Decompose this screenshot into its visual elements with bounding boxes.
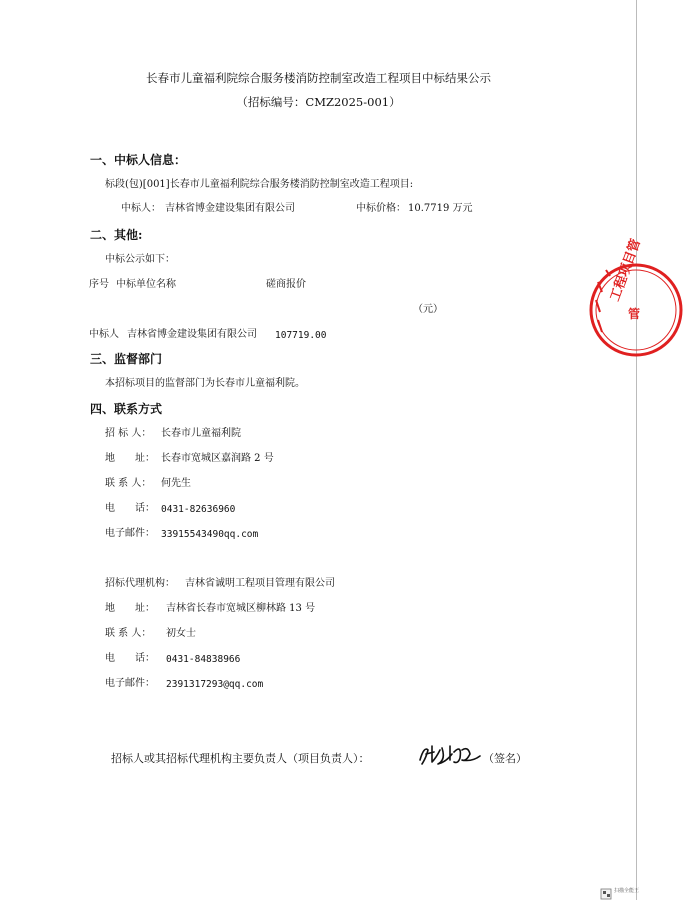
scanner-watermark: 扫描全能王 — [614, 888, 640, 894]
agency-name-label: 招标代理机构： — [105, 578, 175, 589]
section-3-heading: 三、监督部门 — [90, 352, 163, 366]
lot-description: 标段(包)[001]长春市儿童福利院综合服务楼消防控制室改造工程项目: — [105, 179, 414, 190]
row-name: 吉林省博金建设集团有限公司 — [127, 329, 257, 340]
tenderer-address: 长春市宽城区嘉润路 2 号 — [161, 453, 274, 464]
tenderer-contact: 何先生 — [161, 478, 191, 489]
tenderer-name-label: 招 标 人： — [105, 428, 152, 439]
agency-address-label: 地 址： — [105, 603, 155, 614]
price-label: 中标价格： — [356, 203, 406, 214]
agency-contact-label: 联 系 人： — [105, 628, 152, 639]
unit-note: （元） — [413, 304, 443, 315]
price-value: 10.7719 万元 — [408, 203, 473, 214]
tenderer-email: 33915543490qq.com — [161, 529, 259, 540]
document-title: 长春市儿童福利院综合服务楼消防控制室改造工程项目中标结果公示 — [146, 71, 491, 85]
section-4-heading: 四、联系方式 — [90, 402, 163, 416]
agency-phone: 0431-84838966 — [166, 654, 241, 665]
tenderer-phone: 0431-82636960 — [161, 504, 236, 515]
column-unit-name: 中标单位名称 — [116, 279, 176, 290]
supervision-text: 本招标项目的监督部门为长春市儿童福利院。 — [105, 378, 305, 389]
winner-label: 中标人： — [121, 203, 161, 214]
official-seal — [588, 237, 684, 358]
tenderer-contact-label: 联 系 人： — [105, 478, 152, 489]
tenderer-email-label: 电子邮件： — [105, 528, 155, 539]
signature-label: 招标人或其招标代理机构主要负责人（项目负责人）： — [111, 752, 370, 765]
tender-number: （招标编号：CMZ2025-001） — [236, 95, 401, 109]
row-label: 中标人 — [89, 329, 119, 340]
row-price: 107719.00 — [275, 330, 327, 341]
svg-text:管: 管 — [628, 307, 641, 321]
publicity-intro: 中标公示如下： — [105, 254, 175, 265]
agency-contact: 初女士 — [166, 628, 196, 639]
column-price: 磋商报价 — [266, 279, 306, 290]
agency-name: 吉林省诚明工程项目管理有限公司 — [185, 578, 335, 589]
column-no: 序号 — [89, 279, 109, 290]
agency-email: 2391317293@qq.com — [166, 679, 264, 690]
tenderer-phone-label: 电 话： — [105, 503, 155, 514]
section-1-heading: 一、中标人信息： — [90, 153, 187, 167]
agency-email-label: 电子邮件： — [105, 678, 155, 689]
section-2-heading: 二、其他: — [90, 228, 143, 242]
handwritten-signature — [416, 740, 484, 768]
winner-name: 吉林省博金建设集团有限公司 — [165, 203, 295, 214]
tenderer-name: 长春市儿童福利院 — [161, 428, 241, 439]
signature-suffix: （签名） — [483, 752, 527, 765]
agency-phone-label: 电 话： — [105, 653, 155, 664]
tenderer-address-label: 地 址： — [105, 453, 155, 464]
svg-text:工程项目管: 工程项目管 — [607, 237, 644, 304]
page-edge — [636, 0, 637, 900]
agency-address: 吉林省长春市宽城区柳林路 13 号 — [166, 603, 316, 614]
